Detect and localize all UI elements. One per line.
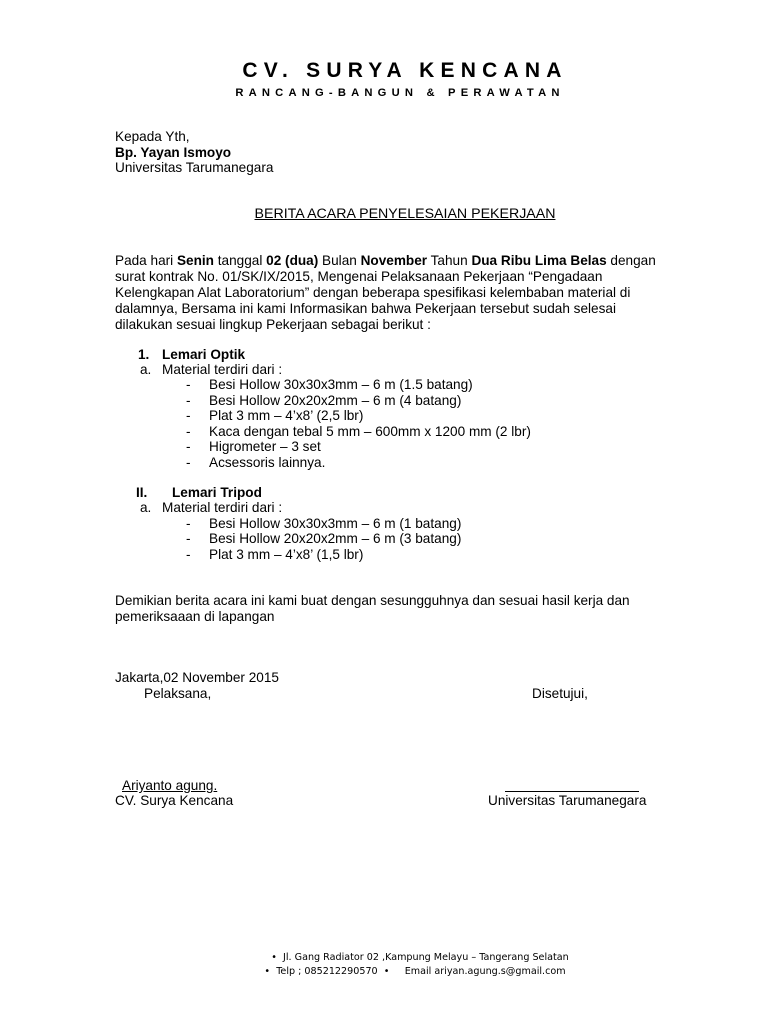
document-title: BERITA ACARA PENYELESAIAN PEKERJAAN [254,206,556,222]
footer-phone: Telp ; 085212290570 [276,966,378,977]
place-date: Jakarta,02 November 2015 [115,670,279,685]
list-dash: - [186,424,191,439]
section1-sub-text: Material terdiri dari : [162,362,283,377]
section2-heading: Lemari Tripod [172,485,262,500]
bullet-icon: • [271,952,277,963]
list-dash: - [186,393,191,408]
section1-heading: Lemari Optik [162,347,246,362]
list-item: Plat 3 mm – 4’x8’ (2,5 lbr) [209,408,364,423]
intro-month: November [360,253,428,268]
section2-number: II. [136,485,148,500]
list-dash: - [186,439,191,454]
list-item: Besi Hollow 20x20x2mm – 6 m (4 batang) [209,393,462,408]
list-item: Kaca dengan tebal 5 mm – 600mm x 1200 mm (2 lbr) [209,424,531,439]
intro-line-1 [115,253,695,269]
recipient-name: Bp. Yayan Ismoyo [115,145,232,160]
list-item: Besi Hollow 30x30x3mm – 6 m (1.5 batang) [209,377,473,392]
company-tagline: RANCANG-BANGUN & PERAWATAN [235,87,565,99]
intro-paragraph [115,253,695,333]
list-dash: - [186,516,191,531]
section2-sub-text: Material terdiri dari : [162,500,283,515]
bullet-icon: • [383,966,390,977]
footer-address-line [0,952,768,963]
intro-text: Tahun [427,253,472,268]
list-dash: - [186,377,191,392]
right-signature-line [505,791,639,792]
section2-sub-letter: a. [140,500,152,515]
recipient-institution: Universitas Tarumanegara [115,160,274,175]
salutation: Kepada Yth, [115,129,190,144]
list-dash: - [186,455,191,470]
left-signatory-name: Ariyanto agung. [122,778,218,793]
company-name: CV. SURYA KENCANA [242,59,568,82]
footer-email: Email ariyan.agung.s@gmail.com [404,966,566,977]
list-dash: - [186,408,191,423]
section1-sub-letter: a. [140,362,152,377]
list-dash: - [186,547,191,562]
list-item: Acsessoris lainnya. [209,455,326,470]
list-item: Besi Hollow 20x20x2mm – 6 m (3 batang) [209,531,462,546]
intro-day: Senin [176,253,214,268]
intro-line-5: dilakukan sesuai lingkup Pekerjaan sebagai berikut : [115,317,431,332]
footer-contact-line [0,966,768,977]
closing-line-2: pemeriksaaan di lapangan [115,609,275,624]
right-role: Disetujui, [532,686,588,701]
section1-number: 1. [138,347,150,362]
intro-text: dengan [606,253,656,268]
right-organization: Universitas Tarumanegara [488,793,647,808]
intro-line-4: dalamnya, Bersama ini kami Informasikan bahwa Pekerjaan tersebut sudah selesai [115,301,616,316]
list-dash: - [186,531,191,546]
left-organization: CV. Surya Kencana [115,793,234,808]
list-item: Higrometer – 3 set [209,439,321,454]
left-role: Pelaksana, [144,686,212,701]
intro-line-2: surat kontrak No. 01/SK/IX/2015, Mengenai Pelaksanaan Pekerjaan “Pengadaan [115,269,603,284]
intro-line-3: Kelengkapan Alat Laboratorium” dengan beberapa spesifikasi kelembaban material di [115,285,631,300]
intro-year: Dua Ribu Lima Belas [471,253,607,268]
bullet-icon: • [264,966,271,977]
list-item: Plat 3 mm – 4’x8’ (1,5 lbr) [209,547,364,562]
intro-text: tanggal [213,253,267,268]
footer-address: Jl. Gang Radiator 02 ,Kampung Melayu – Tangerang Selatan [283,952,569,963]
intro-date: 02 (dua) [266,253,319,268]
closing-line-1: Demikian berita acara ini kami buat dengan sesungguhnya dan sesuai hasil kerja dan [115,593,630,608]
intro-text: Bulan [318,253,361,268]
intro-text: Pada hari [115,253,177,268]
list-item: Besi Hollow 30x30x3mm – 6 m (1 batang) [209,516,462,531]
